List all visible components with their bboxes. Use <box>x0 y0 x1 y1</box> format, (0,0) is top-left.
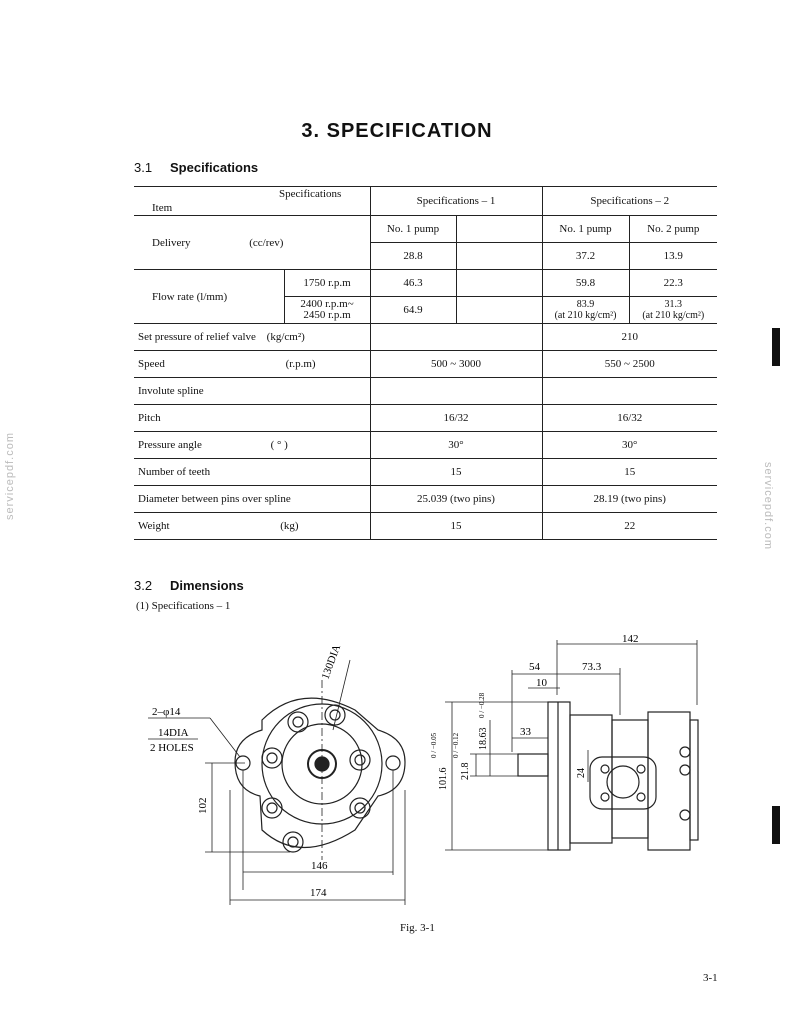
section-heading-dimensions <box>134 578 244 593</box>
pitch-label-cell: Pitch <box>134 405 370 432</box>
row-label: Delivery <box>152 236 191 249</box>
front-dimension-lines <box>148 660 405 905</box>
section-number: 3.1 <box>134 160 153 175</box>
value-cell <box>542 297 629 324</box>
header-item-cell <box>134 187 370 216</box>
value-cell: 15 <box>542 459 717 486</box>
row-label: Weight <box>138 520 170 532</box>
empty-cell <box>456 270 542 297</box>
row-unit: (kg) <box>280 520 299 532</box>
dim-101-6-tolerance: 0 / −0.05 <box>430 732 438 758</box>
value-cell: 22 <box>542 513 717 540</box>
row-unit: (kg/cm²) <box>266 331 305 343</box>
header-spec2: Specifications – 2 <box>542 187 717 216</box>
spline-label-cell: Involute spline <box>134 378 370 405</box>
empty-cell <box>456 297 542 324</box>
value-line: (at 210 kg/cm²) <box>554 310 617 321</box>
section-label: Specifications <box>170 160 259 175</box>
value-cell: 64.9 <box>370 297 456 324</box>
value-cell <box>629 297 717 324</box>
subsection-label: (1) Specifications – 1 <box>136 600 231 612</box>
flow-label-cell: Flow rate (l/mm) <box>134 270 284 324</box>
value-cell: 13.9 <box>629 243 717 270</box>
empty-cell <box>456 216 542 243</box>
value-cell: 30° <box>542 432 717 459</box>
side-view <box>518 702 698 850</box>
value-cell: 37.2 <box>542 243 629 270</box>
value-cell: 25.039 (two pins) <box>370 486 542 513</box>
row-label: Speed <box>138 358 165 370</box>
dim-130dia: 130DIA <box>319 643 344 682</box>
angle-label-cell <box>134 432 370 459</box>
front-view <box>235 698 405 852</box>
table-row <box>134 324 717 351</box>
table-row <box>134 216 717 243</box>
dim-2holes: 2 HOLES <box>150 742 194 754</box>
delivery-label-cell <box>134 216 370 270</box>
header-specifications-label: Specifications <box>279 188 342 200</box>
value-cell: 46.3 <box>370 270 456 297</box>
value-cell: 22.3 <box>629 270 717 297</box>
dim-142: 142 <box>622 633 639 645</box>
dim-101-6: 101.6 <box>438 767 449 790</box>
value-cell: 550 ~ 2500 <box>542 351 717 378</box>
value-cell: 28.19 (two pins) <box>542 486 717 513</box>
value-line: (at 210 kg/cm²) <box>642 310 705 321</box>
row-unit: ( ° ) <box>270 439 288 451</box>
dim-18-63: 18.63 <box>478 727 489 750</box>
table-header-row <box>134 187 717 216</box>
dim-54: 54 <box>529 661 540 673</box>
speed-label-cell <box>134 351 370 378</box>
value-cell: 210 <box>542 324 717 351</box>
margin-mark <box>772 328 780 366</box>
row-unit: (r.p.m) <box>285 358 316 370</box>
table-row <box>134 459 717 486</box>
dim-2phi14: 2–φ14 <box>152 706 181 718</box>
dim-102: 102 <box>197 797 209 814</box>
weight-label-cell <box>134 513 370 540</box>
empty-cell <box>370 378 542 405</box>
diameter-label-cell: Diameter between pins over spline <box>134 486 370 513</box>
value-cell: 28.8 <box>370 243 456 270</box>
value-cell: 15 <box>370 459 542 486</box>
table-row <box>134 405 717 432</box>
dim-10: 10 <box>536 677 547 689</box>
dim-33: 33 <box>520 726 531 738</box>
table-row <box>134 513 717 540</box>
section-heading-specifications <box>134 160 258 175</box>
teeth-label-cell: Number of teeth <box>134 459 370 486</box>
header-spec1: Specifications – 1 <box>370 187 542 216</box>
pump-label: No. 1 pump <box>542 216 629 243</box>
dim-21-8: 21.8 <box>460 762 471 780</box>
dim-24: 24 <box>576 768 587 778</box>
figure-caption: Fig. 3-1 <box>400 922 435 934</box>
value-line: 83.9 <box>576 299 595 310</box>
pump-dimension-drawing <box>0 620 794 920</box>
relief-label-cell <box>134 324 370 351</box>
specifications-table <box>134 186 717 540</box>
section-number: 3.2 <box>134 578 153 593</box>
dim-14dia: 14DIA <box>158 727 189 739</box>
value-cell: 15 <box>370 513 542 540</box>
dim-18-63-tolerance: 0 / −0.28 <box>478 692 486 718</box>
table-row <box>134 486 717 513</box>
table-row <box>134 378 717 405</box>
value-cell: 30° <box>370 432 542 459</box>
dim-146: 146 <box>311 860 328 872</box>
dim-73-3: 73.3 <box>582 661 602 673</box>
value-cell: 16/32 <box>542 405 717 432</box>
dim-21-8-tolerance: 0 / −0.12 <box>452 732 460 758</box>
value-line: 31.3 <box>664 299 682 310</box>
value-cell <box>370 324 542 351</box>
value-cell: 16/32 <box>370 405 542 432</box>
row-label: Set pressure of relief valve <box>138 331 256 343</box>
page-title: 3. SPECIFICATION <box>301 120 493 142</box>
table-row <box>134 270 717 297</box>
row-unit: (cc/rev) <box>249 236 284 249</box>
pump-label: No. 2 pump <box>629 216 717 243</box>
value-cell: 500 ~ 3000 <box>370 351 542 378</box>
watermark-left: servicepdf.com <box>3 432 16 520</box>
empty-cell <box>542 378 717 405</box>
header-item-label: Item <box>152 202 173 214</box>
margin-mark <box>772 806 780 844</box>
watermark-right: servicepdf.com <box>761 462 774 550</box>
dim-174: 174 <box>310 887 327 899</box>
row-label: Pressure angle <box>138 439 202 451</box>
rpm-cell: 1750 r.p.m <box>284 270 370 297</box>
value-cell: 59.8 <box>542 270 629 297</box>
rpm-cell <box>284 297 370 324</box>
empty-cell <box>456 243 542 270</box>
rpm-line: 2450 r.p.m <box>303 309 351 321</box>
rpm-line: 2400 r.p.m~ <box>300 298 354 310</box>
section-label: Dimensions <box>170 578 244 593</box>
pump-label: No. 1 pump <box>370 216 456 243</box>
page-number: 3-1 <box>703 972 718 984</box>
table-row <box>134 351 717 378</box>
table-row <box>134 432 717 459</box>
